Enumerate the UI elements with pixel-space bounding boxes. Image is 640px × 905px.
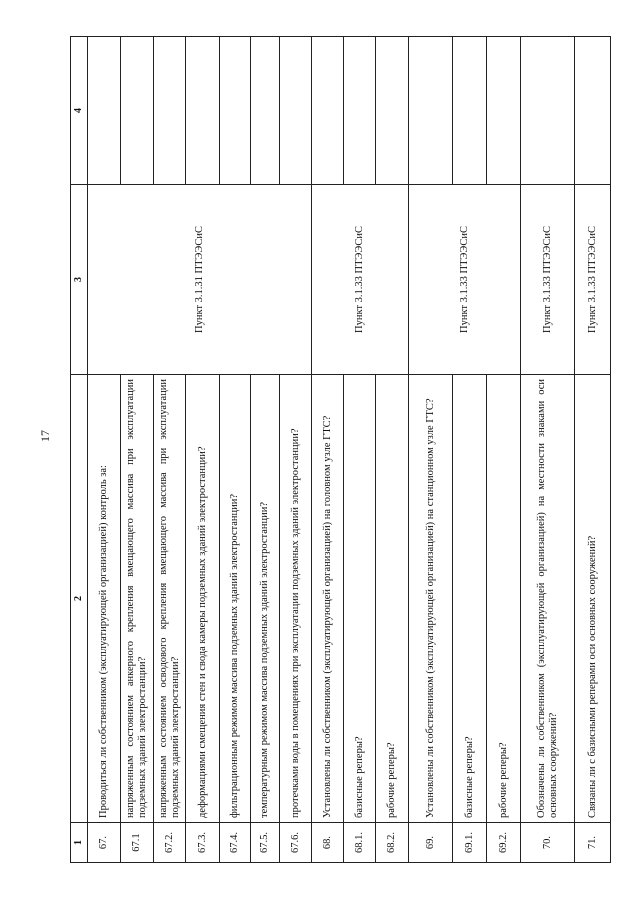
- row-answer: [575, 37, 611, 185]
- row-answer: [154, 37, 186, 185]
- header-col-4: 4: [71, 37, 88, 185]
- row-question: Связаны ли с базисными реперами оси основных сооружений?: [575, 375, 611, 823]
- row-number: 67.5.: [251, 823, 280, 863]
- row-number: 69.: [409, 823, 453, 863]
- table-row: [521, 37, 575, 863]
- row-answer: [376, 37, 409, 185]
- table-row: [344, 37, 376, 863]
- table-row: [154, 37, 186, 863]
- row-question: протечками воды в помещениях при эксплуатации подземных зданий электростанции?: [280, 375, 312, 823]
- row-answer: [521, 37, 575, 185]
- row-question: напряженным состоянием осводового крепления вмещающего массива при эксплуатации подземных зданий электростанции?: [154, 375, 186, 823]
- row-question: базисные реперы?: [344, 375, 376, 823]
- row-question: базисные реперы?: [453, 375, 487, 823]
- row-number: 68.1.: [344, 823, 376, 863]
- table-row: [575, 37, 611, 863]
- row-question: Проводиться ли собственником (эксплуатирующей организацией) контроль за:: [88, 375, 121, 823]
- row-number: 67.6.: [280, 823, 312, 863]
- row-answer: [280, 37, 312, 185]
- table-row: [409, 37, 453, 863]
- row-answer: [453, 37, 487, 185]
- table-row: [121, 37, 154, 863]
- row-answer: [251, 37, 280, 185]
- table-row: [280, 37, 312, 863]
- row-answer: [220, 37, 251, 185]
- table-row: [186, 37, 220, 863]
- table-row: [453, 37, 487, 863]
- row-reference: Пункт 3.1.33 ПТЭЭСиС: [575, 185, 611, 375]
- row-number: 71.: [575, 823, 611, 863]
- row-answer: [409, 37, 453, 185]
- page-number: 17: [38, 430, 52, 442]
- row-question: температурным режимом массива подземных зданий электростанции?: [251, 375, 280, 823]
- row-reference: Пункт 3.1.31 ПТЭЭСиС: [88, 185, 312, 375]
- row-reference: Пункт 3.1.33 ПТЭЭСиС: [521, 185, 575, 375]
- table-row: [487, 37, 521, 863]
- header-col-3: 3: [71, 185, 88, 375]
- row-answer: [487, 37, 521, 185]
- row-number: 69.2.: [487, 823, 521, 863]
- row-number: 68.: [312, 823, 344, 863]
- row-number: 68.2.: [376, 823, 409, 863]
- row-number: 67.1: [121, 823, 154, 863]
- row-answer: [344, 37, 376, 185]
- table-row: [312, 37, 344, 863]
- row-question: Установлены ли собственником (эксплуатирующей организацией) на станционном узле ГТС?: [409, 375, 453, 823]
- row-answer: [312, 37, 344, 185]
- row-question: рабочие реперы?: [487, 375, 521, 823]
- rotated-page-content: [70, 37, 598, 863]
- row-reference: Пункт 3.1.33 ПТЭЭСиС: [312, 185, 409, 375]
- header-col-1: 1: [71, 823, 88, 863]
- row-number: 67.4.: [220, 823, 251, 863]
- row-number: 69.1.: [453, 823, 487, 863]
- row-question: фильтрационным режимом массива подземных зданий электростанции?: [220, 375, 251, 823]
- row-reference: Пункт 3.1.33 ПТЭЭСиС: [409, 185, 521, 375]
- row-question: Обозначены ли собственником (эксплуатирующей организацией) на местности знаками оси основных сооружений?: [521, 375, 575, 823]
- row-answer: [121, 37, 154, 185]
- row-number: 67.2.: [154, 823, 186, 863]
- table-row: [251, 37, 280, 863]
- row-answer: [88, 37, 121, 185]
- header-col-2: 2: [71, 375, 88, 823]
- table-row: [220, 37, 251, 863]
- table-row: [88, 37, 121, 863]
- row-question: рабочие реперы?: [376, 375, 409, 823]
- row-number: 70.: [521, 823, 575, 863]
- row-number: 67.: [88, 823, 121, 863]
- checklist-table: [70, 36, 611, 863]
- table-row: [376, 37, 409, 863]
- row-question: напряженным состоянием анкерного крепления вмещающего массива при эксплуатации подземных зданий электростанции?: [121, 375, 154, 823]
- row-question: Установлены ли собственником (эксплуатирующей организацией) на головном узле ГТС?: [312, 375, 344, 823]
- row-number: 67.3.: [186, 823, 220, 863]
- row-question: деформациями смещения стен и свода камеры подземных зданий электростанции?: [186, 375, 220, 823]
- row-answer: [186, 37, 220, 185]
